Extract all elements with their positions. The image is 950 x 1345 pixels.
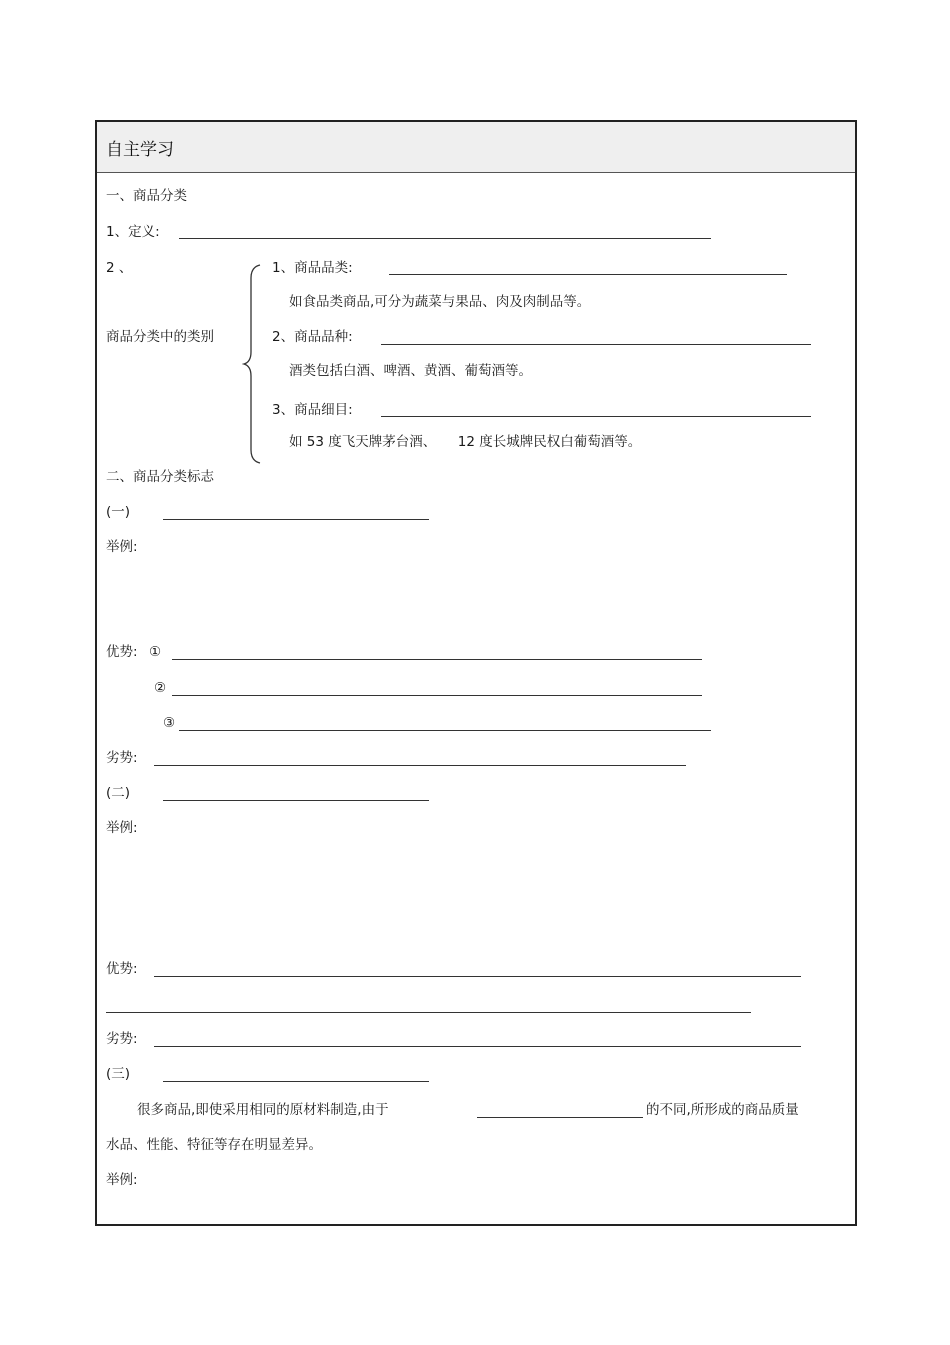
curly-brace — [242, 264, 262, 464]
part3-sentence-cont: 水品、性能、特征等存在明显差异。 — [106, 1137, 322, 1153]
sub-item-detail-example: 如 53 度飞天牌茅台酒、 12 度长城牌民权白葡萄酒等。 — [289, 434, 642, 450]
sub-item-detail-blank[interactable] — [381, 416, 811, 417]
part3-label: (三) — [106, 1066, 131, 1082]
part2-example-label: 举例: — [106, 820, 138, 836]
study-sheet — [95, 120, 857, 1226]
part2-adv-blank-2[interactable] — [106, 1012, 751, 1013]
sub-item-variety-blank[interactable] — [381, 344, 811, 345]
part1-adv-blank-1[interactable] — [172, 659, 702, 660]
part2-label: (二) — [106, 785, 131, 801]
definition-blank[interactable] — [179, 238, 711, 239]
sub-item-variety-example: 酒类包括白酒、啤酒、黄酒、葡萄酒等。 — [289, 363, 532, 379]
sheet-title: 自主学习 — [106, 140, 174, 160]
sub-item-category-blank[interactable] — [389, 274, 787, 275]
sub-item-category-label: 1、商品品类: — [272, 260, 353, 276]
part1-adv-label: 优势: — [106, 644, 138, 660]
part3-example-label: 举例: — [106, 1172, 138, 1188]
part1-adv-marker-2: ② — [154, 680, 167, 696]
sub-item-detail-label: 3、商品细目: — [272, 402, 353, 418]
part2-adv-label: 优势: — [106, 961, 138, 977]
part1-adv-marker-1: ① — [149, 644, 162, 660]
part1-adv-marker-3: ③ — [163, 715, 176, 731]
part1-blank[interactable] — [163, 519, 429, 520]
part1-disadv-label: 劣势: — [106, 750, 138, 766]
part2-disadv-label: 劣势: — [106, 1031, 138, 1047]
part1-disadv-blank[interactable] — [154, 765, 686, 766]
category-label: 商品分类中的类别 — [106, 329, 214, 345]
part3-sentence-blank[interactable] — [477, 1117, 643, 1118]
sheet-header — [97, 122, 855, 173]
part3-blank[interactable] — [163, 1081, 429, 1082]
part3-sentence-pre: 很多商品,即使采用相同的原材料制造,由于 — [137, 1102, 389, 1118]
section2-heading: 二、商品分类标志 — [106, 469, 214, 485]
definition-label: 1、定义: — [106, 224, 160, 240]
part1-adv-blank-3[interactable] — [179, 730, 711, 731]
part1-adv-blank-2[interactable] — [172, 695, 702, 696]
part1-example-label: 举例: — [106, 539, 138, 555]
item2-label: 2 、 — [106, 260, 133, 276]
sub-item-category-example: 如食品类商品,可分为蔬菜与果品、肉及肉制品等。 — [289, 294, 591, 310]
sub-item-variety-label: 2、商品品种: — [272, 329, 353, 345]
section1-heading: 一、商品分类 — [106, 188, 187, 204]
part3-sentence-post: 的不同,所形成的商品质量 — [646, 1102, 799, 1118]
part2-adv-blank-1[interactable] — [154, 976, 801, 977]
part1-label: (一) — [106, 504, 131, 520]
part2-blank[interactable] — [163, 800, 429, 801]
part2-disadv-blank[interactable] — [154, 1046, 801, 1047]
